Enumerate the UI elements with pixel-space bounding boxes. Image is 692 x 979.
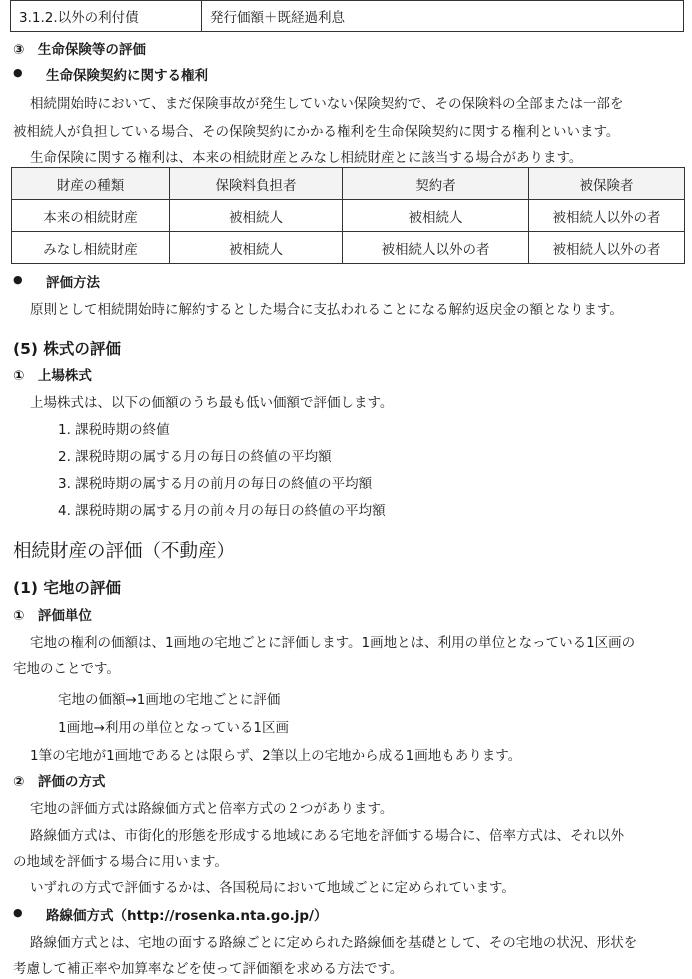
paragraph: 原則として相続開始時に解約するとした場合に支払われることになる解約返戻金の額となります。 <box>30 302 623 318</box>
subsection-heading-unit: ① 評価単位 <box>13 608 92 624</box>
paragraph: 被相続人が負担している場合、その保険契約にかかる権利を生命保険契約に関する権利といいます。 <box>13 124 620 140</box>
table-header: 財産の種類 <box>12 168 170 200</box>
table-cell: 被相続人以外の者 <box>529 232 685 264</box>
list-item: 4. 課税時期の属する月の前々月の毎日の終値の平均額 <box>58 503 386 519</box>
table-cell: 本来の相続財産 <box>12 200 170 232</box>
table-cell: 被相続人 <box>170 232 343 264</box>
paragraph: 相続開始時において、まだ保険事故が発生していない保険契約で、その保険料の全部または一部を <box>30 96 624 112</box>
top-table <box>10 0 684 32</box>
table-cell: 被相続人 <box>343 200 529 232</box>
indented-note: 宅地の価額→1画地の宅地ごとに評価 <box>58 692 281 708</box>
table-row <box>12 200 685 232</box>
indented-note: 1画地→利用の単位となっている1区画 <box>58 720 289 736</box>
section-heading-land: (1) 宅地の評価 <box>13 579 121 597</box>
paragraph: の地域を評価する場合に用います。 <box>13 854 228 870</box>
paragraph: 路線価方式は、市街化的形態を形成する地域にある宅地を評価する場合に、倍率方式は、それ以外 <box>30 828 624 844</box>
top-table-right: 発行価額＋既経過利息 <box>202 1 684 32</box>
paragraph: 路線価方式とは、宅地の面する路線ごとに定められた路線価を基礎として、その宅地の状況、形状を <box>30 935 638 951</box>
insurance-table <box>11 167 685 264</box>
table-cell: 被相続人以外の者 <box>343 232 529 264</box>
bullet-icon: ● <box>13 273 23 286</box>
table-header: 保険料負担者 <box>170 168 343 200</box>
page-heading-real-estate: 相続財産の評価（不動産） <box>13 541 236 562</box>
paragraph: 考慮して補正率や加算率などを使って評価額を求める方法です。 <box>13 961 404 977</box>
subsection-heading-method: ② 評価の方式 <box>13 774 106 790</box>
paragraph: 上場株式は、以下の価額のうち最も低い価額で評価します。 <box>30 395 394 411</box>
section-heading-life-insurance: ③ 生命保険等の評価 <box>13 42 146 58</box>
paragraph: 生命保険に関する権利は、本来の相続財産とみなし相続財産とに該当する場合があります。 <box>30 150 583 166</box>
paragraph: 宅地の評価方式は路線価方式と倍率方式の２つがあります。 <box>30 801 394 817</box>
top-table-left: 3.1.2.以外の利付債 <box>11 1 202 32</box>
table-cell: 被相続人以外の者 <box>529 200 685 232</box>
bullet-heading-rights: 生命保険契約に関する権利 <box>46 68 208 84</box>
bullet-heading-rosenka: 路線価方式（http://rosenka.nta.go.jp/） <box>46 908 328 924</box>
paragraph: 宅地のことです。 <box>13 661 120 677</box>
table-row <box>12 232 685 264</box>
bullet-icon: ● <box>13 906 23 919</box>
list-item: 3. 課税時期の属する月の前月の毎日の終値の平均額 <box>58 476 373 492</box>
table-cell: 被相続人 <box>170 200 343 232</box>
section-heading-stocks: (5) 株式の評価 <box>13 340 121 358</box>
subsection-heading-listed: ① 上場株式 <box>13 368 92 384</box>
table-header: 被保険者 <box>529 168 685 200</box>
list-item: 1. 課税時期の終値 <box>58 422 170 438</box>
bullet-icon: ● <box>13 66 23 79</box>
paragraph: 1筆の宅地が1画地であるとは限らず、2筆以上の宅地から成る1画地もあります。 <box>30 748 522 764</box>
table-cell: みなし相続財産 <box>12 232 170 264</box>
bullet-heading-method: 評価方法 <box>46 275 100 291</box>
paragraph: いずれの方式で評価するかは、各国税局において地域ごとに定められています。 <box>30 880 515 896</box>
paragraph: 宅地の権利の価額は、1画地の宅地ごとに評価します。1画地とは、利用の単位となっている1区画の <box>30 635 636 651</box>
list-item: 2. 課税時期の属する月の毎日の終値の平均額 <box>58 449 332 465</box>
table-header: 契約者 <box>343 168 529 200</box>
